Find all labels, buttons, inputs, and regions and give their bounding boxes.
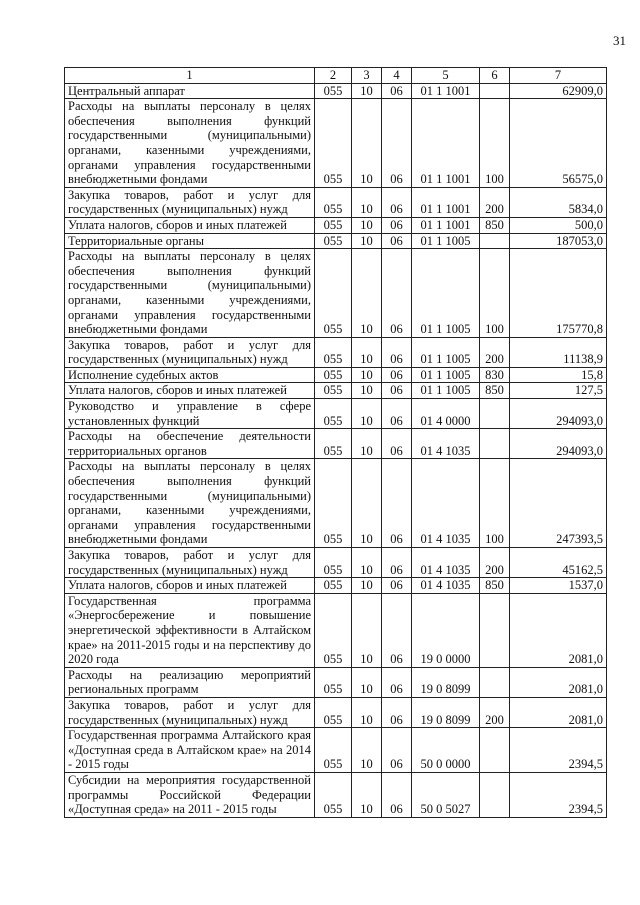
admin-code: 055 — [315, 399, 352, 429]
section-code: 10 — [352, 578, 382, 594]
subsection-code: 06 — [382, 367, 412, 383]
subsection-code: 06 — [382, 187, 412, 217]
admin-code: 055 — [315, 459, 352, 548]
expense-type-code: 200 — [480, 697, 510, 727]
subsection-code: 06 — [382, 383, 412, 399]
expense-type-code — [480, 667, 510, 697]
amount: 11138,9 — [510, 337, 607, 367]
subsection-code: 06 — [382, 593, 412, 667]
section-code: 10 — [352, 697, 382, 727]
row-description: Расходы на выплаты персоналу в целях обеспечения выполнения функций государственными (муниципальными) органами, казенными учреждениями, органами управления государственными внебюджетными фондами — [65, 99, 315, 188]
amount: 294093,0 — [510, 399, 607, 429]
table-header-row — [65, 68, 607, 84]
expense-type-code: 100 — [480, 459, 510, 548]
table-row — [65, 697, 607, 727]
table-row — [65, 772, 607, 817]
amount: 247393,5 — [510, 459, 607, 548]
expense-type-code: 100 — [480, 99, 510, 188]
table-row — [65, 548, 607, 578]
row-description: Уплата налогов, сборов и иных платежей — [65, 383, 315, 399]
row-description: Территориальные органы — [65, 233, 315, 249]
subsection-code: 06 — [382, 337, 412, 367]
expense-type-code: 200 — [480, 548, 510, 578]
row-description: Расходы на выплаты персоналу в целях обеспечения выполнения функций государственными (муниципальными) органами, казенными учреждениями, органами управления государственными внебюджетными фондами — [65, 249, 315, 338]
row-description: Расходы на обеспечение деятельности территориальных органов — [65, 429, 315, 459]
table-row — [65, 593, 607, 667]
section-code: 10 — [352, 383, 382, 399]
row-description: Закупка товаров, работ и услуг для государственных (муниципальных) нужд — [65, 187, 315, 217]
expense-type-code — [480, 593, 510, 667]
admin-code: 055 — [315, 772, 352, 817]
row-description: Закупка товаров, работ и услуг для государственных (муниципальных) нужд — [65, 548, 315, 578]
table-row — [65, 249, 607, 338]
subsection-code: 06 — [382, 548, 412, 578]
section-code: 10 — [352, 667, 382, 697]
table-row — [65, 83, 607, 99]
subsection-code: 06 — [382, 459, 412, 548]
admin-code: 055 — [315, 548, 352, 578]
expense-type-code: 200 — [480, 337, 510, 367]
column-header: 1 — [65, 68, 315, 84]
section-code: 10 — [352, 459, 382, 548]
amount: 500,0 — [510, 217, 607, 233]
target-article-code: 01 1 1005 — [412, 383, 480, 399]
row-description: Расходы на реализацию мероприятий региональных программ — [65, 667, 315, 697]
row-description: Государственная программа «Энергосбережение и повышение энергетической эффективности в Алтайском крае» на 2011-2015 годы и на перспективу до 2020 года — [65, 593, 315, 667]
section-code: 10 — [352, 99, 382, 188]
amount: 2081,0 — [510, 593, 607, 667]
table-row — [65, 337, 607, 367]
admin-code: 055 — [315, 728, 352, 773]
section-code: 10 — [352, 367, 382, 383]
target-article-code: 01 4 1035 — [412, 459, 480, 548]
amount: 127,5 — [510, 383, 607, 399]
target-article-code: 01 4 1035 — [412, 429, 480, 459]
admin-code: 055 — [315, 578, 352, 594]
expense-type-code: 850 — [480, 217, 510, 233]
page-number: 31 — [613, 33, 626, 48]
expense-type-code — [480, 728, 510, 773]
subsection-code: 06 — [382, 772, 412, 817]
section-code: 10 — [352, 187, 382, 217]
subsection-code: 06 — [382, 578, 412, 594]
row-description: Исполнение судебных актов — [65, 367, 315, 383]
amount: 45162,5 — [510, 548, 607, 578]
table-row — [65, 399, 607, 429]
amount: 62909,0 — [510, 83, 607, 99]
table-row — [65, 728, 607, 773]
admin-code: 055 — [315, 187, 352, 217]
amount: 2081,0 — [510, 667, 607, 697]
target-article-code: 01 1 1001 — [412, 187, 480, 217]
expense-type-code — [480, 399, 510, 429]
admin-code: 055 — [315, 593, 352, 667]
amount: 187053,0 — [510, 233, 607, 249]
amount: 2394,5 — [510, 728, 607, 773]
row-description: Уплата налогов, сборов и иных платежей — [65, 217, 315, 233]
amount: 2394,5 — [510, 772, 607, 817]
section-code: 10 — [352, 249, 382, 338]
column-header: 5 — [412, 68, 480, 84]
section-code: 10 — [352, 548, 382, 578]
table-row — [65, 367, 607, 383]
section-code: 10 — [352, 399, 382, 429]
admin-code: 055 — [315, 233, 352, 249]
section-code: 10 — [352, 337, 382, 367]
admin-code: 055 — [315, 697, 352, 727]
amount: 2081,0 — [510, 697, 607, 727]
expense-type-code: 200 — [480, 187, 510, 217]
table-row — [65, 233, 607, 249]
amount: 5834,0 — [510, 187, 607, 217]
target-article-code: 01 4 1035 — [412, 548, 480, 578]
table-row — [65, 383, 607, 399]
column-header: 3 — [352, 68, 382, 84]
admin-code: 055 — [315, 217, 352, 233]
row-description: Руководство и управление в сфере установленных функций — [65, 399, 315, 429]
target-article-code: 01 1 1001 — [412, 83, 480, 99]
admin-code: 055 — [315, 99, 352, 188]
admin-code: 055 — [315, 249, 352, 338]
subsection-code: 06 — [382, 697, 412, 727]
admin-code: 055 — [315, 667, 352, 697]
amount: 294093,0 — [510, 429, 607, 459]
expense-type-code — [480, 233, 510, 249]
column-header: 2 — [315, 68, 352, 84]
admin-code: 055 — [315, 83, 352, 99]
subsection-code: 06 — [382, 83, 412, 99]
column-header: 4 — [382, 68, 412, 84]
section-code: 10 — [352, 772, 382, 817]
section-code: 10 — [352, 593, 382, 667]
subsection-code: 06 — [382, 99, 412, 188]
table-row — [65, 578, 607, 594]
admin-code: 055 — [315, 383, 352, 399]
subsection-code: 06 — [382, 217, 412, 233]
expense-type-code — [480, 429, 510, 459]
target-article-code: 19 0 8099 — [412, 697, 480, 727]
amount: 1537,0 — [510, 578, 607, 594]
expense-type-code: 850 — [480, 578, 510, 594]
admin-code: 055 — [315, 429, 352, 459]
target-article-code: 01 1 1005 — [412, 337, 480, 367]
table-row — [65, 187, 607, 217]
row-description: Государственная программа Алтайского края «Доступная среда в Алтайском крае» на 2014 - 2015 годы — [65, 728, 315, 773]
target-article-code: 50 0 5027 — [412, 772, 480, 817]
target-article-code: 01 1 1001 — [412, 99, 480, 188]
subsection-code: 06 — [382, 667, 412, 697]
row-description: Закупка товаров, работ и услуг для государственных (муниципальных) нужд — [65, 337, 315, 367]
subsection-code: 06 — [382, 728, 412, 773]
target-article-code: 19 0 0000 — [412, 593, 480, 667]
subsection-code: 06 — [382, 249, 412, 338]
table-row — [65, 217, 607, 233]
target-article-code: 50 0 0000 — [412, 728, 480, 773]
target-article-code: 19 0 8099 — [412, 667, 480, 697]
target-article-code: 01 4 1035 — [412, 578, 480, 594]
expense-type-code — [480, 772, 510, 817]
subsection-code: 06 — [382, 233, 412, 249]
section-code: 10 — [352, 728, 382, 773]
subsection-code: 06 — [382, 399, 412, 429]
row-description: Субсидии на мероприятия государственной программы Российской Федерации «Доступная среда» на 2011 - 2015 годы — [65, 772, 315, 817]
section-code: 10 — [352, 429, 382, 459]
table-row — [65, 99, 607, 188]
target-article-code: 01 1 1005 — [412, 367, 480, 383]
subsection-code: 06 — [382, 429, 412, 459]
table-row — [65, 667, 607, 697]
expense-type-code: 100 — [480, 249, 510, 338]
admin-code: 055 — [315, 367, 352, 383]
section-code: 10 — [352, 83, 382, 99]
row-description: Расходы на выплаты персоналу в целях обеспечения выполнения функций государственными (муниципальными) органами, казенными учреждениями, органами управления государственными внебюджетными фондами — [65, 459, 315, 548]
table-row — [65, 459, 607, 548]
section-code: 10 — [352, 217, 382, 233]
target-article-code: 01 1 1005 — [412, 249, 480, 338]
target-article-code: 01 1 1005 — [412, 233, 480, 249]
row-description: Уплата налогов, сборов и иных платежей — [65, 578, 315, 594]
budget-table — [64, 67, 607, 818]
amount: 175770,8 — [510, 249, 607, 338]
target-article-code: 01 1 1001 — [412, 217, 480, 233]
table-row — [65, 429, 607, 459]
target-article-code: 01 4 0000 — [412, 399, 480, 429]
column-header: 7 — [510, 68, 607, 84]
row-description: Центральный аппарат — [65, 83, 315, 99]
row-description: Закупка товаров, работ и услуг для государственных (муниципальных) нужд — [65, 697, 315, 727]
amount: 15,8 — [510, 367, 607, 383]
admin-code: 055 — [315, 337, 352, 367]
column-header: 6 — [480, 68, 510, 84]
expense-type-code: 830 — [480, 367, 510, 383]
expense-type-code: 850 — [480, 383, 510, 399]
expense-type-code — [480, 83, 510, 99]
section-code: 10 — [352, 233, 382, 249]
amount: 56575,0 — [510, 99, 607, 188]
